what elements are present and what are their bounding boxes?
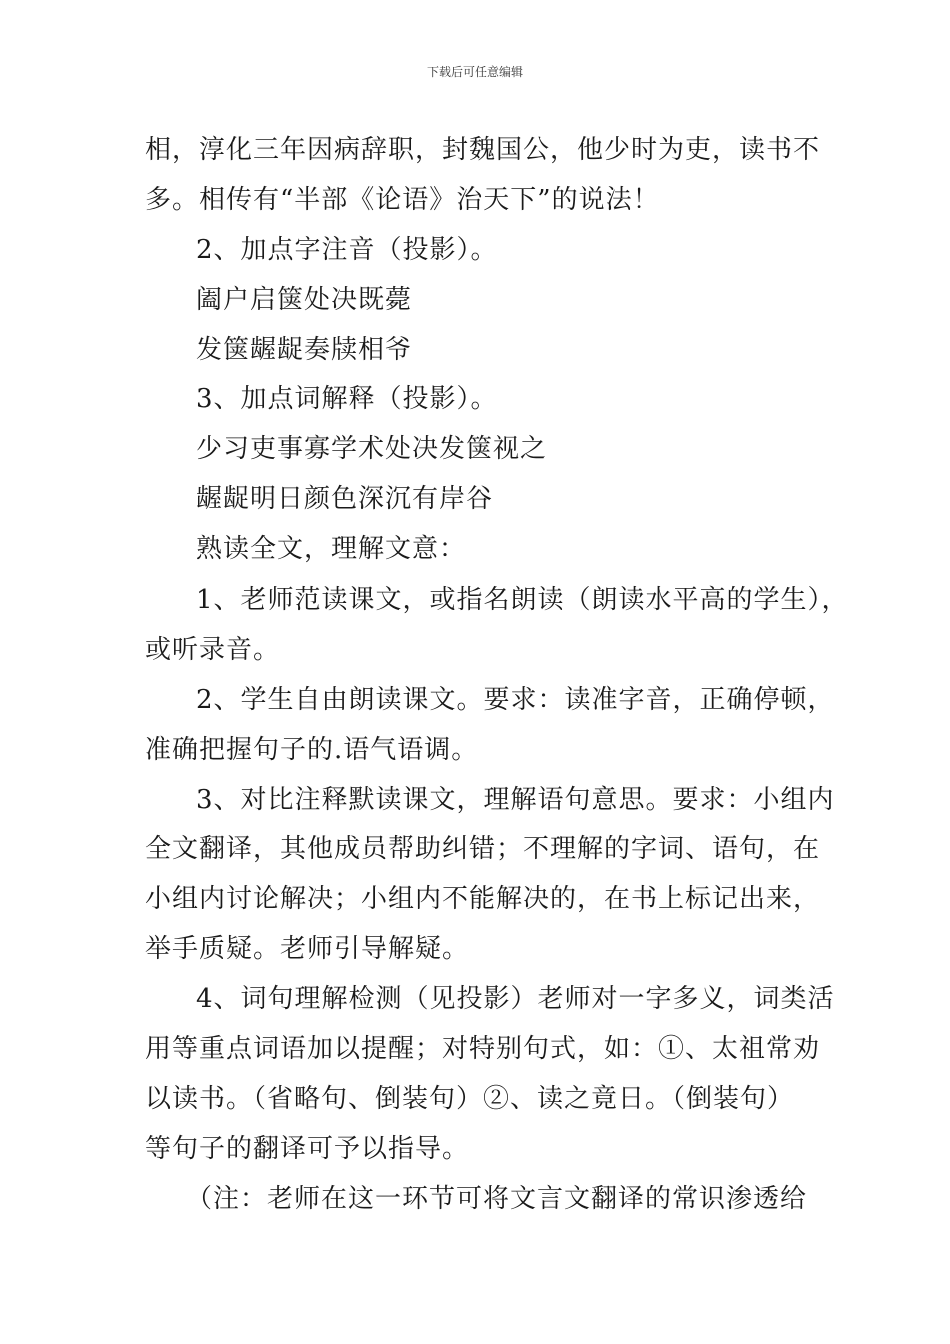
body-text-line: （注：老师在这一环节可将文言文翻译的常识渗透给 — [186, 1184, 808, 1214]
body-text-line: 小组内讨论解决；小组内不能解决的，在书上标记出来， — [145, 884, 821, 914]
body-text-line: 以读书。（省略句、倒装句）②、读之竟日。（倒装句） — [145, 1084, 795, 1114]
body-text-line: 阖户启箧处决既薨 — [196, 285, 413, 315]
body-text-line: 或听录音。 — [145, 635, 281, 665]
body-text-line: 用等重点词语加以提醒；对特别句式，如：①、太祖常劝 — [145, 1034, 821, 1064]
body-text-line: 发箧龌龊奏牍相爷 — [196, 335, 413, 365]
body-text-line: 举手质疑。老师引导解疑。 — [145, 934, 470, 964]
body-text-line: 少习吏事寡学术处决发箧视之 — [196, 434, 548, 464]
body-text-line: 龌龊明日颜色深沉有岸谷 — [196, 484, 494, 514]
body-text-line: 3、对比注释默读课文，理解语句意思。要求：小组内 — [196, 785, 835, 815]
body-text-line: 4、词句理解检测（见投影）老师对一字多义，词类活 — [196, 984, 835, 1014]
page-header-note: 下载后可任意编辑 — [426, 65, 523, 79]
body-text-line: 2、学生自由朗读课文。要求：读准字音，正确停顿， — [196, 685, 835, 715]
body-text-line: 相，淳化三年因病辞职，封魏国公，他少时为吏，读书不 — [145, 135, 821, 165]
body-text-line: 等句子的翻译可予以指导。 — [145, 1134, 470, 1164]
body-text-line: 准确把握句子的.语气语调。 — [145, 735, 479, 765]
body-text-line: 全文翻译，其他成员帮助纠错；不理解的字词、语句，在 — [145, 834, 821, 864]
body-text-line: 多。相传有“半部《论语》治天下”的说法！ — [145, 185, 660, 215]
body-text-line: 1、老师范读课文，或指名朗读（朗读水平高的学生）， — [196, 585, 849, 615]
body-text-line: 3、加点词解释（投影）。 — [196, 384, 498, 414]
body-text-line: 2、加点字注音（投影）。 — [196, 235, 498, 265]
body-text-line: 熟读全文，理解文意： — [196, 534, 467, 564]
